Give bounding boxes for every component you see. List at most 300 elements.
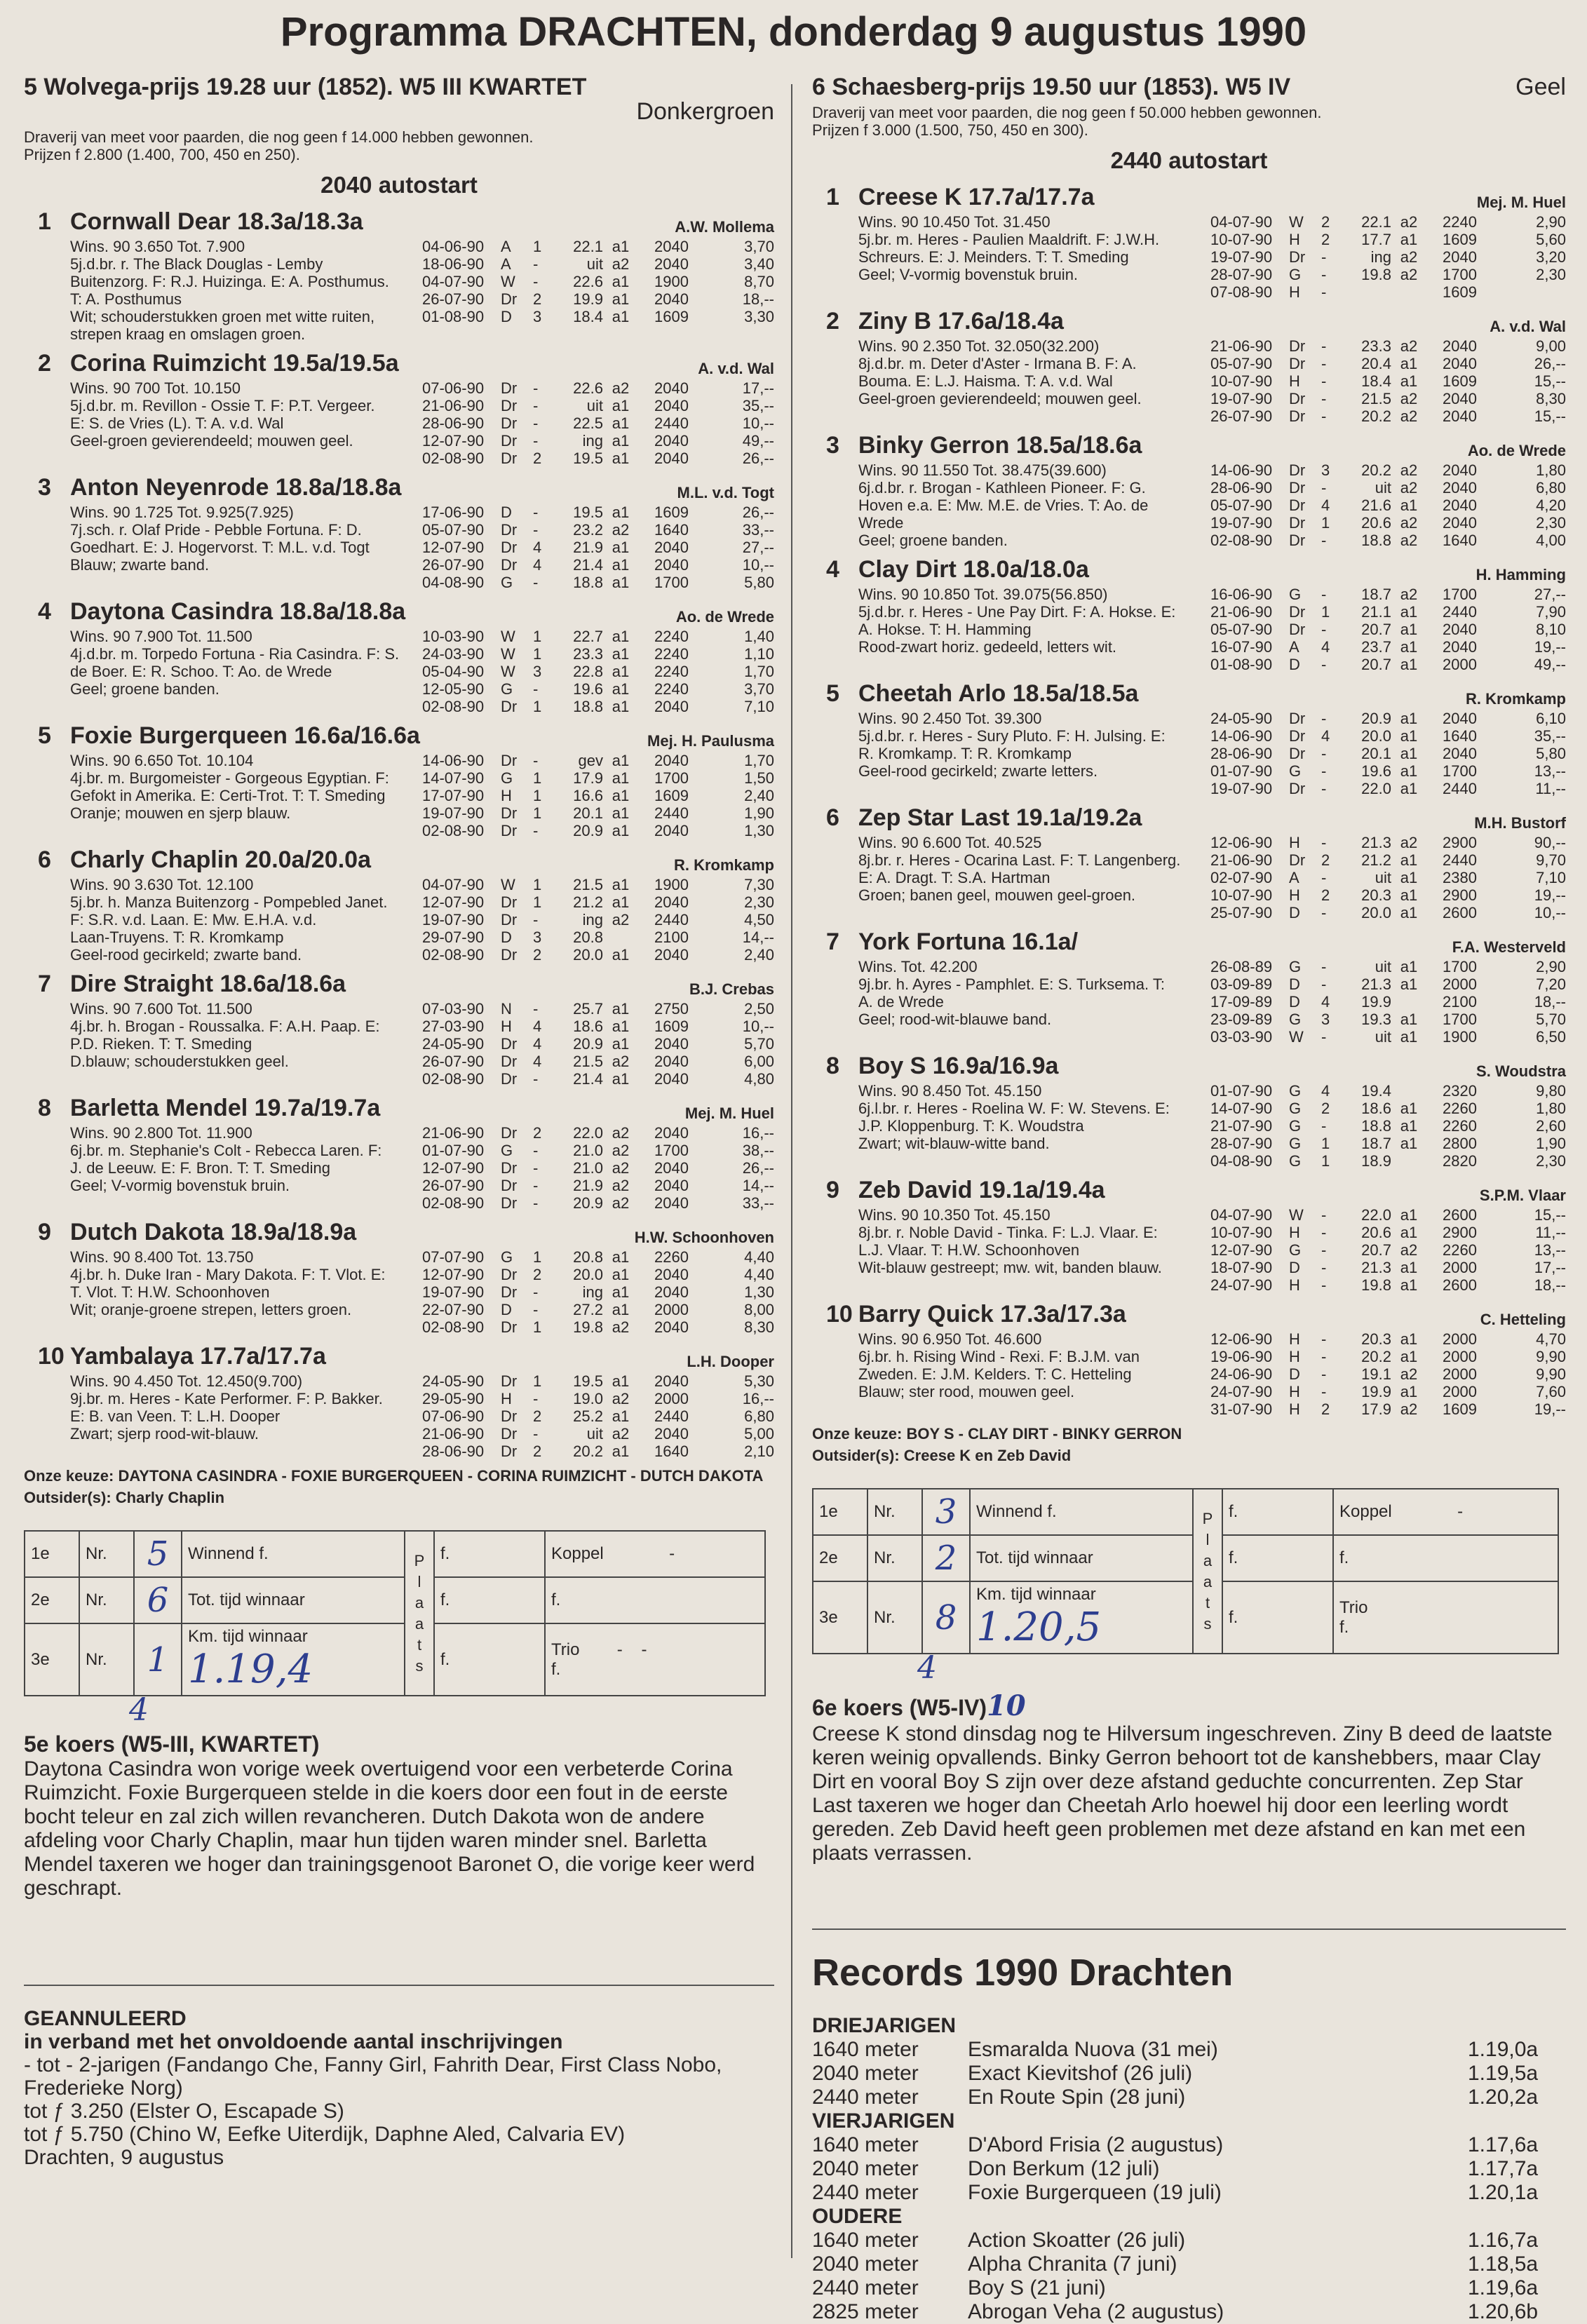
result-distance: 2040: [654, 1053, 689, 1070]
horse-info-line: 8j.br. r. Noble David - Tinka. F: L.J. Vlaar. E:: [858, 1224, 1158, 1241]
horse-info-line: Wins. 90 6.950 Tot. 46.600: [858, 1330, 1042, 1348]
horse-number: 1: [38, 208, 51, 235]
result-start: a1: [612, 1266, 630, 1283]
result-date: 14-07-90: [422, 769, 485, 787]
result-track: Dr: [501, 432, 518, 450]
horse-entry: [812, 556, 1566, 673]
result-track: Dr: [501, 946, 518, 964]
result-odds: 33,--: [742, 1194, 774, 1212]
result-track: Dr: [501, 414, 518, 432]
result-date: 12-06-90: [1210, 1330, 1273, 1348]
horse-number: 5: [38, 722, 51, 749]
result-start: a1: [1400, 745, 1418, 762]
result-distance: 2040: [654, 1266, 689, 1283]
horse-header: [24, 598, 774, 628]
result-time: 22.0: [573, 1124, 603, 1142]
result-odds: 7,20: [1536, 975, 1566, 993]
km-time-label: Km. tijd winnaar: [976, 1585, 1096, 1604]
f-label: f.: [1222, 1535, 1333, 1581]
result-place: -: [533, 680, 539, 698]
horse-info-line: Wins. 90 8.450 Tot. 45.150: [858, 1082, 1042, 1100]
result-distance: 2600: [1443, 1276, 1477, 1294]
result-track: G: [1289, 1082, 1302, 1100]
horse-driver: R. Kromkamp: [673, 856, 774, 874]
result-date: 26-07-90: [422, 1053, 485, 1070]
result-time: 20.9: [573, 1194, 603, 1212]
records-title: Records 1990 Drachten: [812, 1952, 1234, 1994]
horse-body: [24, 1124, 774, 1212]
horse-name: Cornwall Dear 18.3a/18.3a: [70, 208, 363, 235]
records-holder: Foxie Burgerqueen (19 juli): [968, 2181, 1222, 2204]
horse-info-line: Schreurs. E: J. Meinders. T: T. Smeding: [858, 248, 1129, 266]
result-row: [422, 663, 774, 680]
result-time: gev: [578, 752, 603, 769]
result-time: 19.3: [1361, 1011, 1391, 1028]
result-track: G: [1289, 1241, 1302, 1259]
result-time: 20.0: [1361, 727, 1391, 745]
result-date: 12-07-90: [1210, 1241, 1273, 1259]
horse-info-line: Buitenzorg. F: R.J. Huizinga. E: A. Posthumus.: [70, 273, 389, 290]
result-odds: 38,--: [742, 1142, 774, 1159]
result-track: Dr: [501, 1070, 518, 1088]
records-time: 1.20,2a: [1468, 2086, 1539, 2109]
horse-results: [422, 504, 774, 591]
result-odds: 26,--: [742, 450, 774, 467]
result-distance: 1700: [1443, 762, 1477, 780]
result-distance: 2040: [654, 1035, 689, 1053]
result-start: a1: [1400, 1100, 1418, 1117]
result-row: [422, 1035, 774, 1053]
result-start: a2: [612, 1194, 630, 1212]
result-date: 21-06-90: [422, 1425, 485, 1443]
result-track: W: [1289, 213, 1304, 231]
horse-info-line: T: A. Posthumus: [70, 290, 182, 308]
result-row: [422, 308, 774, 325]
result-distance: 2440: [1443, 851, 1477, 869]
horse-results: [422, 1124, 774, 1212]
result-start: a1: [612, 450, 630, 467]
result-odds: 1,70: [744, 663, 774, 680]
horse-info-line: Geel; rood-wit-blauwe band.: [858, 1011, 1052, 1028]
result-date: 03-09-89: [1210, 975, 1273, 993]
race-description: [24, 128, 774, 163]
result-distance: 2040: [654, 290, 689, 308]
result-row: [1210, 1259, 1566, 1276]
horse-results: [1210, 958, 1566, 1046]
horse-name: Cheetah Arlo 18.5a/18.5a: [858, 680, 1139, 707]
result-place: -: [533, 1390, 539, 1407]
result-distance: 2040: [654, 379, 689, 397]
horse-name: Boy S 16.9a/16.9a: [858, 1053, 1059, 1079]
result-distance: 2040: [1443, 514, 1477, 532]
result-track: G: [1289, 762, 1302, 780]
result-distance: 2040: [1443, 355, 1477, 372]
result-row: [1210, 621, 1566, 638]
result-row: [422, 1124, 774, 1142]
horse-info-line: Wins. 90 3.650 Tot. 7.900: [70, 238, 245, 255]
result-start: [603, 928, 638, 946]
horse-number: 6: [826, 804, 839, 831]
horse-info-line: Blauw; ster rood, mouwen geel.: [858, 1383, 1075, 1400]
result-distance: 2040: [1443, 638, 1477, 656]
result-box: [24, 1530, 766, 1696]
horse-name: Barry Quick 17.3a/17.3a: [858, 1301, 1126, 1327]
result-date: 17-09-89: [1210, 993, 1273, 1011]
result-distance: 2040: [1443, 407, 1477, 425]
result-odds: 4,70: [1536, 1330, 1566, 1348]
result-place: 4: [533, 556, 542, 574]
result-track: Dr: [501, 822, 518, 839]
result-row: [422, 1000, 774, 1018]
place-label: 2e: [25, 1577, 79, 1623]
result-time: 21.9: [573, 1177, 603, 1194]
result-row: [1210, 886, 1566, 904]
result-odds: 35,--: [1534, 727, 1566, 745]
horse-info: [812, 1330, 1205, 1418]
result-time: 20.0: [1361, 904, 1391, 921]
result-date: 10-07-90: [1210, 886, 1273, 904]
horse-info-line: de Boer. E: R. Schoo. T: Ao. de Wrede: [70, 663, 332, 680]
result-date: 21-06-90: [1210, 603, 1273, 621]
result-start: a2: [612, 1425, 630, 1443]
horse-body: [24, 238, 774, 343]
horse-info-line: 8j.br. r. Heres - Ocarina Last. F: T. Langenberg.: [858, 851, 1181, 869]
horse-results: [1210, 337, 1566, 425]
result-date: 25-07-90: [1210, 904, 1273, 921]
records-category: DRIEJARIGEN: [812, 2014, 957, 2037]
result-time: 22.8: [573, 663, 603, 680]
result-row: [1210, 1082, 1566, 1100]
horse-number: 4: [38, 598, 51, 625]
horse-header: [24, 1343, 774, 1372]
horse-header: [24, 350, 774, 379]
result-distance: 2040: [654, 397, 689, 414]
result-track: G: [1289, 586, 1302, 603]
result-place: 2: [533, 1266, 542, 1283]
result-distance: 2000: [1443, 1259, 1477, 1276]
horse-driver: Ao. de Wrede: [1467, 442, 1566, 459]
result-start: a2: [612, 1390, 630, 1407]
result-track: D: [501, 1301, 512, 1318]
result-place: 2: [1321, 213, 1330, 231]
result-date: 02-08-90: [1210, 532, 1273, 549]
result-track: Dr: [1289, 355, 1306, 372]
result-row: [1210, 1330, 1566, 1348]
result-track: Dr: [1289, 248, 1306, 266]
horse-number: 9: [38, 1219, 51, 1245]
result-start: a2: [1400, 390, 1418, 407]
result-row: [422, 556, 774, 574]
result-odds: 11,--: [1535, 780, 1566, 797]
horse-driver: C. Hetteling: [1480, 1311, 1566, 1328]
result-odds: 3,30: [744, 308, 774, 325]
result-row: [422, 397, 774, 414]
result-start: a2: [1400, 337, 1418, 355]
horse-info-line: 4j.br. h. Duke Iran - Mary Dakota. F: T. Vlot. E:: [70, 1266, 386, 1283]
result-odds: 2,30: [1536, 266, 1566, 283]
result-distance: 2440: [654, 1407, 689, 1425]
result-odds: 9,90: [1536, 1365, 1566, 1383]
result-date: 21-06-90: [422, 1124, 485, 1142]
horse-number: 8: [38, 1095, 51, 1121]
result-distance: 2260: [654, 1248, 689, 1266]
result-place: -: [1321, 283, 1327, 301]
result-row: [422, 1390, 774, 1407]
result-row: [1210, 904, 1566, 921]
result-time: 19.8: [1361, 1276, 1391, 1294]
result-date: 02-08-90: [422, 698, 485, 715]
records-time: 1.19,5a: [1468, 2062, 1539, 2085]
records-time: 1.19,6a: [1468, 2276, 1539, 2299]
result-track: Dr: [1289, 461, 1306, 479]
result-distance: 2040: [654, 752, 689, 769]
result-place: 3: [533, 928, 542, 946]
plaats-label: P l a a t s: [1193, 1489, 1222, 1654]
result-box: [812, 1488, 1559, 1654]
result-place: 4: [1321, 993, 1330, 1011]
result-date: 10-03-90: [422, 628, 485, 645]
result-distance: 1700: [654, 1142, 689, 1159]
result-row: [422, 787, 774, 804]
result-distance: 1609: [654, 308, 689, 325]
result-time: uit: [1375, 958, 1391, 975]
result-odds: 15,--: [1534, 407, 1566, 425]
result-start: a1: [612, 539, 630, 556]
result-distance: 2260: [1443, 1100, 1477, 1117]
result-odds: 2,90: [1536, 213, 1566, 231]
result-time: uit: [586, 255, 603, 273]
result-date: 07-06-90: [422, 1407, 485, 1425]
result-time: 20.7: [1361, 621, 1391, 638]
result-start: a2: [612, 1142, 630, 1159]
result-time: 22.7: [573, 628, 603, 645]
horse-info-line: 4j.br. m. Burgomeister - Gorgeous Egyptian. F:: [70, 769, 389, 787]
horse-info-line: Wins. 90 2.350 Tot. 32.050(32.200): [858, 337, 1100, 355]
result-start: [1391, 993, 1426, 1011]
km-time-cell: [970, 1581, 1193, 1654]
horse-header: [24, 474, 774, 504]
result-place: -: [1321, 337, 1327, 355]
result-start: a2: [612, 1053, 630, 1070]
horse-driver: Mej. H. Paulusma: [647, 732, 774, 750]
result-start: a1: [612, 1443, 630, 1460]
result-start: a1: [1400, 1117, 1418, 1135]
result-time: 25.7: [573, 1000, 603, 1018]
horse-number: 3: [38, 474, 51, 501]
trio-label: Trio: [551, 1640, 580, 1659]
result-odds: 1,90: [744, 804, 774, 822]
result-date: 27-03-90: [422, 1018, 485, 1035]
records-time: 1.17,7a: [1468, 2157, 1539, 2180]
place-label: 2e: [813, 1535, 867, 1581]
result-date: 19-07-90: [422, 911, 485, 928]
result-date: 26-07-90: [422, 290, 485, 308]
result-row: [1210, 1224, 1566, 1241]
result-start: a1: [1400, 1011, 1418, 1028]
race-title: 6 Schaesberg-prijs 19.50 uur (1853). W5 IV: [812, 74, 1291, 100]
horse-body: [812, 710, 1566, 797]
race-conditions: Draverij van meet voor paarden, die nog geen f 50.000 hebben gewonnen.: [812, 104, 1322, 121]
race-conditions: Draverij van meet voor paarden, die nog geen f 14.000 hebben gewonnen.: [24, 128, 534, 146]
result-start: a1: [1400, 231, 1418, 248]
handwritten-correction: 4: [917, 1650, 937, 1686]
result-time: ing: [582, 1283, 603, 1301]
result-row: [1210, 514, 1566, 532]
result-odds: 14,--: [742, 1177, 774, 1194]
result-track: G: [501, 680, 513, 698]
result-start: a1: [1400, 621, 1418, 638]
horse-entry: [24, 1219, 774, 1336]
horse-number: 10: [826, 1301, 853, 1327]
result-place: 1: [533, 238, 542, 255]
result-odds: 1,70: [744, 752, 774, 769]
horse-info-line: 4j.d.br. m. Torpedo Fortuna - Ria Casindra. F: S.: [70, 645, 400, 663]
horse-info-line: Zwart; sjerp rood-wit-blauw.: [70, 1425, 259, 1443]
result-track: G: [1289, 1135, 1302, 1152]
result-date: 19-06-90: [1210, 1348, 1273, 1365]
result-start: a1: [612, 1301, 630, 1318]
result-row: [1210, 1117, 1566, 1135]
horse-info-line: Wins. 90 7.900 Tot. 11.500: [70, 628, 252, 645]
result-time: 21.2: [573, 893, 603, 911]
result-start: a1: [1400, 1224, 1418, 1241]
result-time: 21.4: [573, 556, 603, 574]
result-place: 2: [1321, 851, 1330, 869]
result-time: 21.4: [573, 1070, 603, 1088]
horse-info: [812, 1206, 1205, 1294]
result-time: 22.0: [1361, 1206, 1391, 1224]
horse-info-line: Groen; banen geel, mouwen geel-groen.: [858, 886, 1136, 904]
records-time: 1.20,1a: [1468, 2181, 1539, 2204]
race-6-column: [812, 74, 1566, 2324]
records-holder: Boy S (21 juni): [968, 2276, 1106, 2299]
result-start: a1: [612, 504, 630, 521]
horse-number: 2: [38, 350, 51, 377]
result-track: D: [1289, 1365, 1300, 1383]
result-odds: 33,--: [742, 521, 774, 539]
result-time: 19.9: [1361, 1383, 1391, 1400]
result-track: G: [501, 574, 513, 591]
our-choice: Onze keuze: DAYTONA CASINDRA - FOXIE BURGERQUEEN - CORINA RUIMZICHT - DUTCH DAKOTA: [24, 1467, 764, 1485]
horse-results: [422, 752, 774, 839]
result-place: -: [1321, 479, 1327, 496]
result-date: 03-03-90: [1210, 1028, 1273, 1046]
result-start: a1: [1400, 1135, 1418, 1152]
result-odds: 18,--: [1534, 993, 1566, 1011]
result-date: 24-05-90: [422, 1035, 485, 1053]
result-start: a1: [612, 822, 630, 839]
result-date: 18-07-90: [1210, 1259, 1273, 1276]
result-odds: 5,80: [1536, 745, 1566, 762]
result-odds: 7,60: [1536, 1383, 1566, 1400]
result-place: 2: [1321, 886, 1330, 904]
result-start: [1391, 1152, 1426, 1170]
result-track: Dr: [501, 1283, 518, 1301]
dash: -: [641, 1640, 647, 1659]
horse-entry: [24, 971, 774, 1088]
result-time: 23.7: [1361, 638, 1391, 656]
result-place: 2: [533, 1443, 542, 1460]
result-start: a1: [1400, 975, 1418, 993]
result-place: -: [533, 574, 539, 591]
result-start: a1: [1400, 496, 1418, 514]
horse-results: [1210, 586, 1566, 673]
horse-entry: [812, 1053, 1566, 1170]
result-row: [422, 1159, 774, 1177]
result-distance: 2240: [654, 663, 689, 680]
result-distance: 2040: [654, 255, 689, 273]
place-label: 1e: [813, 1489, 867, 1535]
result-start: a1: [1400, 762, 1418, 780]
horse-driver: H.W. Schoonhoven: [634, 1229, 774, 1246]
result-date: 04-06-90: [422, 238, 485, 255]
result-row: [422, 379, 774, 397]
result-start: a1: [612, 946, 630, 964]
result-track: Dr: [501, 1372, 518, 1390]
result-track: D: [1289, 1259, 1300, 1276]
result-distance: 2040: [654, 1159, 689, 1177]
result-start: a1: [1400, 780, 1418, 797]
result-time: 20.1: [573, 804, 603, 822]
result-row: [422, 1443, 774, 1460]
result-distance: 1700: [654, 769, 689, 787]
horse-name: Binky Gerron 18.5a/18.6a: [858, 432, 1142, 459]
outsiders: Outsider(s): Creese K en Zeb David: [812, 1447, 1072, 1464]
result-start: a2: [612, 1159, 630, 1177]
result-distance: 2040: [654, 1425, 689, 1443]
result-start: a2: [1400, 266, 1418, 283]
result-row: [1210, 1241, 1566, 1259]
records-distance: 2440 meter: [812, 2276, 919, 2299]
result-track: H: [1289, 1330, 1300, 1348]
result-place: 4: [1321, 496, 1330, 514]
result-row: [422, 911, 774, 928]
result-row: [422, 1248, 774, 1266]
horse-info-line: J.P. Kloppenburg. T: K. Woudstra: [858, 1117, 1084, 1135]
result-row: [1210, 1011, 1566, 1028]
result-time: 17.9: [1361, 1400, 1391, 1418]
result-track: G: [1289, 958, 1302, 975]
result-row: [1210, 479, 1566, 496]
result-time: 18.6: [1361, 1100, 1391, 1117]
result-start: a1: [1400, 638, 1418, 656]
horse-info-line: E: B. van Veen. T: L.H. Dooper: [70, 1407, 281, 1425]
result-time: 20.2: [1361, 1348, 1391, 1365]
records-time: 1.16,7a: [1468, 2229, 1539, 2252]
result-start: a1: [612, 680, 630, 698]
horse-info-line: Wins. 90 6.600 Tot. 40.525: [858, 834, 1042, 851]
horse-driver: F.A. Westerveld: [1452, 938, 1566, 956]
result-place: -: [533, 1177, 539, 1194]
result-row: [1210, 869, 1566, 886]
horse-info-line: Rood-zwart horiz. gedeeld, letters wit.: [858, 638, 1117, 656]
result-row: [1210, 1206, 1566, 1224]
result-row: [422, 1142, 774, 1159]
result-start: a1: [612, 556, 630, 574]
result-place: 1: [1321, 1152, 1330, 1170]
result-place: -: [1321, 1117, 1327, 1135]
cancelled-subheading: in verband met het onvoldoende aantal inschrijvingen: [24, 2030, 563, 2053]
horse-name: Creese K 17.7a/17.7a: [858, 184, 1095, 210]
result-row: [422, 893, 774, 911]
result-row: [1210, 1135, 1566, 1152]
result-start: a2: [1400, 407, 1418, 425]
result-date: 24-07-90: [1210, 1383, 1273, 1400]
handwritten-note: 10: [986, 1689, 1026, 1722]
result-row: [422, 876, 774, 893]
result-distance: 2040: [654, 1177, 689, 1194]
result-date: 02-08-90: [422, 822, 485, 839]
